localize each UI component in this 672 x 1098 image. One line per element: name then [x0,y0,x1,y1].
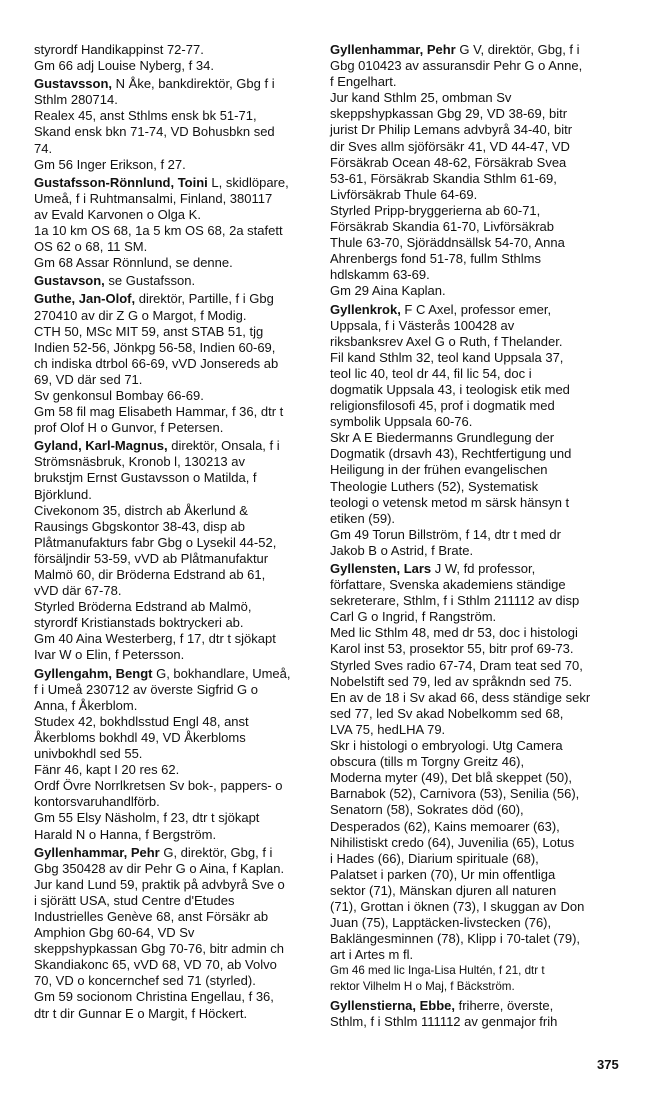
entry [34,42,324,74]
entry-text: G V, direktör, Gbg, f i Gbg 010423 av assuransdir Pehr G o Anne, f Engelhart. Jur kand Sthlm 25, ombman Sv skeppshypkassan Gbg 29, VD 38-69, bitr jurist Dr Philip Lemans advbyrå 34-40, bitr dir Sves allm sjöförsäkr 41, VD 44-47, VD Försäkrab Ocean 48-62, Försäkrab Svea 53-61, Försäkrab Skandia Sthlm 61-69, Livförsäkrab Thule 64-69. Styrled Pripp-bryggerierna ab 60-71, Försäkrab Skandia 61-70, Livförsäkrab Thule 63-70, Sjöräddnsällsk 54-70, Anna Ahrenbergs fond 51-78, fullm Sthlms hdlskamm 63-69. Gm 29 Aina Kaplan. [330,42,583,299]
entry-text: styrordf Handikappinst 72-77. Gm 66 adj Louise Nyberg, f 34. [34,42,214,74]
entry-text: J W, fd professor, författare, Svenska akademiens ständige sekreterare, Sthlm, f i Sthlm 211112 av disp Carl G o Ingrid, f Rangström. Med lic Sthlm 48, med dr 53, doc i histologi Karol inst 53, prosektor 55, bitr prof 69-73. Styrled Sves radio 67-74, Dram teat sed 70, Nobelstift sed 79, led av språkndn sed 75. En av de 18 i Sv akad 66, dess ständige sekr sed 77, led Sv akad Nobelkomm sed 68, LVA 75, hedLHA 79. Skr i histologi o embryologi. Utg Camera obscura (tills m Torgny Greitz 46), Moderna myter (49), Det blå skeppet (50), Barnabok (52), Carnivora (53), Senilia (56), Senatorn (58), Sokrates död (60), Desperados (62), Kains memoarer (63), Nihilistiskt credo (64), Juvenilia (65), Lotus i Hades (66), Diarium spirituale (68), Palatset i parken (70), Ur min offentliga sektor (71), Mänskan djuren all naturen (71), Grottan i öknen (73), I skuggan av Don Juan (75), Lapptäcken-livstecken (76), Baklängesminnen (78), Klipp i 70-talet (79), art i Artes m fl. [330,561,591,963]
entry [34,845,324,1022]
entry-name: Guthe, Jan-Olof, [34,291,136,307]
entry-name: Gyllengahm, Bengt [34,665,153,681]
entry [34,273,324,289]
entry-text: direktör, Partille, f i Gbg 270410 av dir Z G o Margot, f Modig. CTH 50, MSc MIT 59, anst STAB 51, tjg Indien 52-56, Jönkpg 56-58, Indien 60-69, ch indiska dtrbol 66-69, vVD Jonsereds ab 69, VD där sed 71. Sv genkonsul Bombay 66-69. Gm 58 fil mag Elisabeth Hammar, f 36, dtr t prof Olof H o Gunvor, f Petersen. [34,291,284,436]
page-number: 375 [597,1057,619,1072]
entry-text: Gm 46 med lic Inga-Lisa Hultén, f 21, dtr t rektor Vilhelm H o Maj, f Bäckström. [330,964,545,994]
entry [34,666,324,843]
entry-name: Gyllenstierna, Ebbe, [330,997,455,1013]
entry-name: Gustafsson-Rönnlund, Toini [34,174,208,190]
entry-text: G, direktör, Gbg, f i Gbg 350428 av dir Pehr G o Aina, f Kaplan. Jur kand Lund 59, praktik på advbyrå Sve o i sjörätt USA, stud Centre d'Etudes Industrielles Genève 68, anst Försäkr ab Amphion Gbg 60-64, VD Sv skeppshypkassan Gbg 70-76, bitr admin ch Skandiakonc 65, vVD 68, VD 70, ab Volvo 70, VD o koncernchef sed 71 (styrled). Gm 59 socionom Christina Engellau, f 36, dtr t dir Gunnar E o Margit, f Höckert. [34,844,285,1021]
entry [330,42,626,300]
entry [330,302,626,560]
left-column [34,42,324,1024]
right-column [330,42,626,1032]
entry-name: Gyllensten, Lars [330,561,432,576]
entry-text: friherre, överste, Sthlm, f i Sthlm 111112 av genmajor frih [330,997,558,1029]
entry [34,175,324,272]
entry [330,561,626,963]
entry-text: L, skidlöpare, Umeå, f i Ruhtmansalmi, Finland, 380117 av Evald Karvonen o Olga K. 1a 10 km OS 68, 1a 5 km OS 68, 2a stafett OS 62 o 68, 11 SM. Gm 68 Assar Rönnlund, se denne. [34,174,289,271]
entry [34,438,324,663]
entry-name: Gyllenhammar, Pehr [330,42,456,57]
entry-text: G, bokhandlare, Umeå, f i Umeå 230712 av överste Sigfrid G o Anna, f Åkerblom. Studex 42, bokhdlsstud Engl 48, anst Åkerbloms bokhdl 49, VD Åkerbloms univbokhdl sed 55. Fänr 46, kapt I 20 res 62. Ordf Övre Norrlkretsen Sv bok-, pappers- o kontorsvaruhandlförb. Gm 55 Elsy Näsholm, f 23, dtr t sjökapt Harald N o Hanna, f Bergström. [34,665,291,842]
entry-text: F C Axel, professor emer, Uppsala, f i Västerås 100428 av riksbanksrev Axel G o Ruth, f Thelander. Fil kand Sthlm 32, teol kand Uppsala 37, teol lic 40, teol dr 44, fil lic 54, doc i dogmatik Uppsala 43, i teologisk etik med religionsfilosofi 45, prof i dogmatik med symbolik Uppsala 60-76. Skr A E Biedermanns Grundlegung der Dogmatik (drsavh 43), Rechtfertigung und Heiligung in der frühen evangelischen Theologie Luthers (52), Systematisk teologi o vetensk metod m särsk hänsyn t etiken (59). Gm 49 Torun Billström, f 14, dtr t med dr Jakob B o Astrid, f Brate. [330,301,572,558]
entry-text: N Åke, bankdirektör, Gbg f i Sthlm 280714. Realex 45, anst Sthlms ensk bk 51-71, Skand ensk bkn 71-74, VD Bohusbkn sed 74. Gm 56 Inger Erikson, f 27. [34,76,275,172]
entry-continuation [330,963,626,995]
entry-name: Gyland, Karl-Magnus, [34,438,168,454]
entry-text: direktör, Onsala, f i Strömsnäsbruk, Kronob l, 130213 av brukstjm Ernst Gustavsson o Matilda, f Björklund. Civekonom 35, distrch ab Åkerlund & Rausings Gbgskontor 38-43, disp ab Plåtmanufakturs fabr Gbg o Lysekil 44-52, försäljndir 53-59, vVD ab Plåtmanufaktur Malmö 60, dir Bröderna Edstrand ab 61, vVD där 67-78. Styrled Bröderna Edstrand ab Malmö, styrordf Kristianstads boktryckeri ab. Gm 40 Aina Westerberg, f 17, dtr t sjökapt Ivar W o Elin, f Petersson. [34,438,280,663]
entry-name: Gustavsson, [34,76,113,92]
entry-name: Gyllenhammar, Pehr [34,844,160,860]
entry-name: Gustavson, [34,273,105,289]
entry-text: se Gustafsson. [104,273,196,289]
entry-name: Gyllenkrok, [330,301,401,317]
entry [34,291,324,436]
entry [34,76,324,173]
entry [330,998,626,1030]
